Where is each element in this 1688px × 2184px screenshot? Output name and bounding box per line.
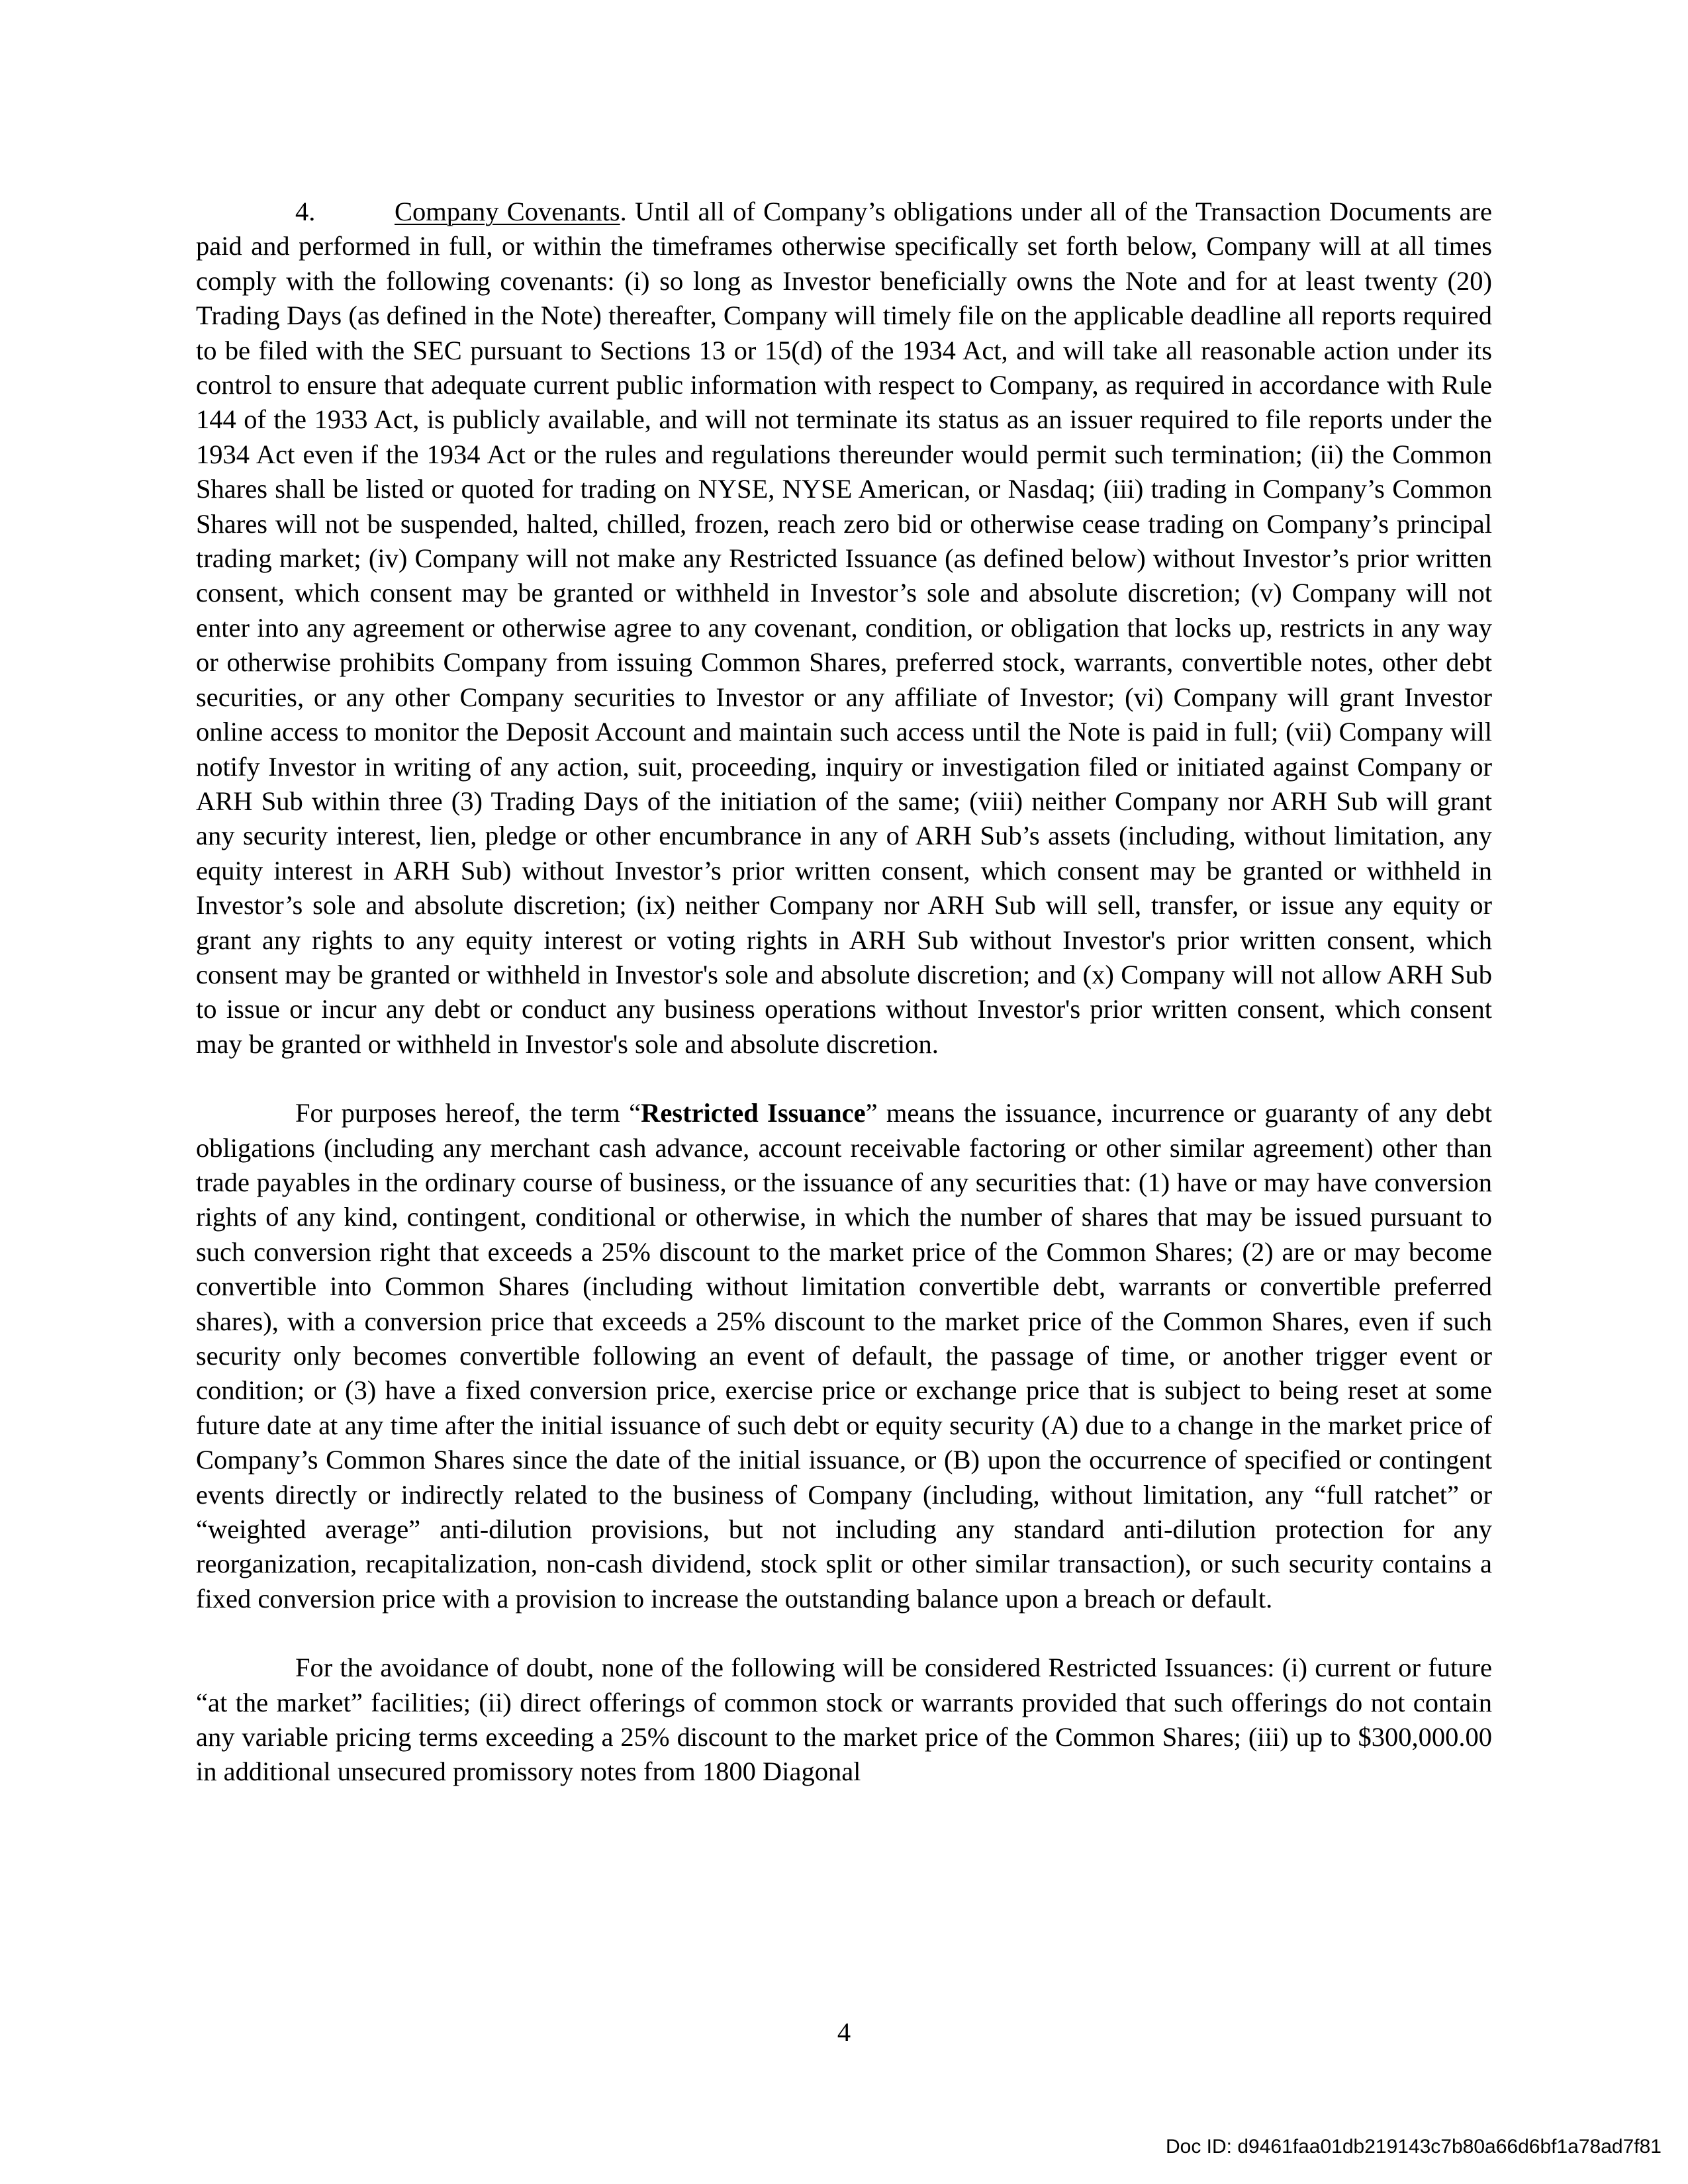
section-4-body: Until all of Company’s obligations under all of the Transaction Documents are paid and performed in full, or within the timeframes otherwise specifically set forth below, Company will at all times comply with the following covenants: (i) so long as Investor beneficially owns the Note and for at least twenty (20) Trading Days (as defined in the Note) thereafter, Company will timely file on the applicable deadline all reports required to be filed with the SEC pursuant to Sections 13 or 15(d) of the 1934 Act, and will take all reasonable action under its control to ensure that adequate current public information with respect to Company, as required in accordance with Rule 144 of the 1933 Act, is publicly available, and will not terminate its status as an issuer required to file reports under the 1934 Act even if the 1934 Act or the rules and regulations thereunder would permit such termination; (ii) the Common Shares shall be listed or quoted for trading on NYSE, NYSE American, or Nasdaq; (iii) trading in Company’s Common Shares will not be suspended, halted, chilled, frozen, reach zero bid or otherwise cease trading on Company’s principal trading market; (iv) Company will not make any Restricted Issuance (as defined below) without Investor’s prior written consent, which consent may be granted or withheld in Investor’s sole and absolute discretion; (v) Company will not enter into any agreement or otherwise agree to any covenant, condition, or obligation that locks up, restricts in any way or otherwise prohibits Company from issuing Common Shares, preferred stock, warrants, convertible notes, other debt securities, or any other Company securities to Investor or any affiliate of Investor; (vi) Company will grant Investor online access to monitor the Deposit Account and maintain such access until the Note is paid in full; (vii) Company will notify Investor in writing of any action, suit, proceeding, inquiry or investigation filed or initiated against Company or ARH Sub within three (3) Trading Days of the initiation of the same; (viii) neither Company nor ARH Sub will grant any security interest, lien, pledge or other encumbrance in any of ARH Sub’s assets (including, without limitation, any equity interest in ARH Sub) without Investor’s prior written consent, which consent may be granted or withheld in Investor’s sole and absolute discretion; (ix) neither Company nor ARH Sub will sell, transfer, or issue any equity or grant any rights to any equity interest or voting rights in ARH Sub without Investor's prior written consent, which consent may be granted or withheld in Investor's sole and absolute discretion; and (x) Company will not allow ARH Sub to issue or incur any debt or conduct any business operations without Investor's prior written consent, which consent may be granted or withheld in Investor's sole and absolute discretion.	[196, 197, 1492, 1059]
restricted-issuance-term: Restricted Issuance	[641, 1098, 866, 1128]
avoidance-of-doubt-paragraph	[196, 1651, 1492, 1790]
section-number: 4.	[295, 197, 316, 226]
section-4-paragraph	[196, 195, 1492, 1062]
restricted-issuance-body: ” means the issuance, incurrence or guaranty of any debt obligations (including any merchant cash advance, account receivable factoring or other similar agreement) other than trade payables in the ordinary course of business, or the issuance of any securities that: (1) have or may have conversion rights of any kind, contingent, conditional or otherwise, in which the number of shares that may be issued pursuant to such conversion right that exceeds a 25% discount to the market price of the Common Shares; (2) are or may become convertible into Common Shares (including without limitation convertible debt, warrants or convertible preferred shares), with a conversion price that exceeds a 25% discount to the market price of the Common Shares, even if such security only becomes convertible following an event of default, the passage of time, or another trigger event or condition; or (3) have a fixed conversion price, exercise price or exchange price that is subject to being reset at some future date at any time after the initial issuance of such debt or equity security (A) due to a change in the market price of Company’s Common Shares since the date of the initial issuance, or (B) upon the occurrence of specified or contingent events directly or indirectly related to the business of Company (including, without limitation, any “full ratchet” or “weighted average” anti-dilution provisions, but not including any standard anti-dilution protection for any reorganization, recapitalization, non-cash dividend, stock split or other similar transaction), or such security contains a fixed conversion price with a provision to increase the outstanding balance upon a breach or default.	[196, 1098, 1492, 1614]
page-number: 4	[837, 2017, 851, 2047]
avoidance-body: For the avoidance of doubt, none of the following will be considered Restricted Issuances: (i) current or future “at the market” facilities; (ii) direct offerings of common stock or warrants provided that such offerings do not contain any variable pricing terms exceeding a 25% discount to the market price of the Common Shares; (iii) up to $300,000.00 in additional unsecured promissory notes from 1800 Diagonal	[196, 1653, 1492, 1787]
document-page	[196, 195, 1492, 1790]
section-heading: Company Covenants	[395, 197, 620, 226]
section-heading-period: .	[620, 197, 627, 226]
restricted-issuance-intro: For purposes hereof, the term “	[295, 1098, 641, 1128]
restricted-issuance-paragraph	[196, 1096, 1492, 1616]
doc-id: Doc ID: d9461faa01db219143c7b80a66d6bf1a78ad7f81	[1165, 2136, 1662, 2158]
